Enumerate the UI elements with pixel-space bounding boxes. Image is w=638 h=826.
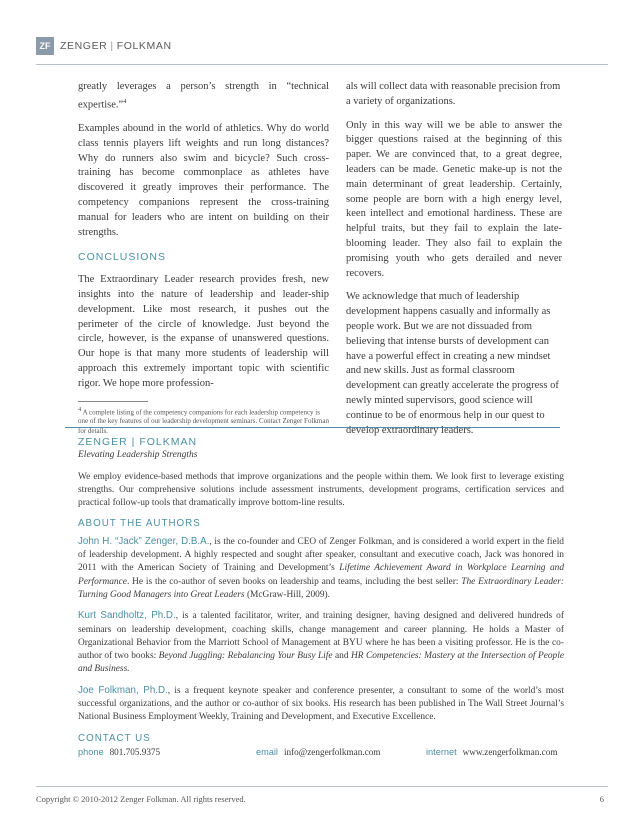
authors-heading: ABOUT THE AUTHORS bbox=[78, 518, 201, 530]
phone-value: 801.705.9375 bbox=[109, 746, 161, 757]
contact-phone bbox=[78, 746, 256, 759]
conclusions-heading: CONCLUSIONS bbox=[78, 251, 167, 264]
author-zenger-bio-a: , is the co-founder and CEO of Zenger Folkman, and is considered a world expert in the field of leadership development. A highly respected and sought after speaker, consultant and executive coach, Jack was honored in 2011 with the American Society of Training and Development’s bbox=[78, 536, 564, 574]
author-sandholtz bbox=[78, 609, 564, 676]
left-paragraph-2: Examples abound in the world of athletics. Why do world class tennis players lift weights and run long distances? Why do runners also swim and bicycle? Such cross-training has become commonplace as athletes have discovered it greatly improves their performance. The competency companions represent the cross-training manual for leaders who are intent on building on their strengths. bbox=[78, 123, 329, 238]
contact-row bbox=[78, 746, 564, 759]
author-zenger-bio-b: . He is the co-author of seven books on leadership and teams, including the best seller: bbox=[126, 576, 462, 587]
author-folkman-name: Joe Folkman, Ph.D. bbox=[78, 684, 168, 696]
footer-rule bbox=[36, 786, 608, 787]
left-paragraph-3: The Extraordinary Leader research provides fresh, new insights into the nature of leadership and leader-ship development. Like most research, it pushes out the perimeter of the circle of knowledge. Just beyond the circle, however, is the expanse of unanswered questions. Our hope is that many more students of leadership will approach this extremely important topic with scientific rigor. We hope more profession- bbox=[78, 274, 329, 389]
contact-internet bbox=[426, 746, 557, 759]
author-folkman bbox=[78, 684, 564, 725]
right-paragraph-1: als will collect data with reasonable precision from a variety of organizations. bbox=[346, 81, 561, 107]
left-paragraph-1 bbox=[78, 80, 329, 113]
author-zenger-book: The Extraordinary Leader: Turning Good Managers into Great Leaders bbox=[78, 576, 564, 600]
right-column bbox=[346, 80, 562, 447]
company-title: ZENGER | FOLKMAN bbox=[78, 436, 198, 448]
brand-right: FOLKMAN bbox=[116, 40, 172, 52]
company-tagline: Elevating Leadership Strengths bbox=[78, 450, 198, 461]
brand-left: ZENGER bbox=[60, 40, 108, 52]
contact-email bbox=[256, 746, 426, 759]
author-sandholtz-bio: , is a talented facilitator, writer, and training designer, having designed and delivered hundreds of seminars on leadership development, coaching skills, change management and career planning. He holds a Master of Organizational Behavior from the Marriott School of Management at BYU where he has been a visiting professor. He is the co-author of two books: bbox=[78, 611, 564, 662]
company-description: We employ evidence-based methods that improve organizations and the people within them. We look first to leverage existing strengths. Our comprehensive solutions include assessment instruments, development programs, certification services and practical follow-up tools that dramatically improve bottom-line results. bbox=[78, 471, 564, 509]
author-sandholtz-name: Kurt Sandholtz, Ph.D. bbox=[78, 610, 176, 622]
copyright: Copyright © 2010-2012 Zenger Folkman. All rights reserved. bbox=[36, 794, 246, 804]
author-zenger-bio-c: (McGraw-Hill, 2009). bbox=[244, 589, 330, 600]
about-section bbox=[78, 436, 564, 759]
email-label: email bbox=[256, 746, 278, 757]
section-rule bbox=[65, 427, 560, 428]
footnote-ref: 4 bbox=[123, 97, 127, 105]
author-sandholtz-book-1: Beyond Juggling: Rebalancing Your Busy Life bbox=[158, 651, 333, 662]
author-zenger bbox=[78, 535, 564, 602]
left-column bbox=[78, 80, 329, 436]
left-paragraph-1-text: greatly leverages a person’s strength in “technical expertise.” bbox=[78, 81, 329, 111]
footnote-rule bbox=[78, 401, 148, 402]
zf-logo: ZF bbox=[36, 37, 54, 55]
contact-heading: CONTACT US bbox=[78, 732, 151, 744]
page-number: 6 bbox=[599, 794, 604, 804]
phone-label: phone bbox=[78, 746, 104, 757]
brand-name bbox=[60, 40, 172, 52]
author-sandholtz-book-2: HR Competencies: Mastery at the Intersection of People and Business. bbox=[78, 651, 564, 675]
right-paragraph-2: Only in this way will we be able to answer the bigger questions raised at the beginning of this paper. We are convinced that, to a great degree, leaders can be made. Genetic make-up is not the main determinant of great leadership. Certainly, some people are born with a high energy level, keen intellect and emotional hardiness. These are helpful traits, but they fail to explain the late-blooming leader. They also fail to explain the promising youth who gets derailed and never recovers. bbox=[346, 119, 562, 279]
author-zenger-name: John H. “Jack” Zenger, D.B.A. bbox=[78, 535, 210, 547]
internet-value[interactable]: www.zengerfolkman.com bbox=[462, 746, 558, 757]
brand-separator: | bbox=[110, 40, 114, 52]
email-value[interactable]: info@zengerfolkman.com bbox=[283, 746, 381, 757]
footnote-text: A complete listing of the competency companions for each leadership competency is one of the key features of our leadership development seminars. Contact Zenger Folkman for details. bbox=[78, 407, 329, 435]
author-zenger-award: Lifetime Achievement Award in Workplace Learning and Performance bbox=[78, 563, 565, 587]
author-folkman-bio: , is a frequent keynote speaker and conference presenter, a consultant to some of the world’s most successful organizations, and the author or co-author of six books. His research has been published in The Wall Street Journal’s National Business Employment Weekly, Training and Development, and Executive Excellence. bbox=[78, 685, 565, 723]
internet-label: internet bbox=[426, 746, 457, 757]
header-rule bbox=[36, 64, 608, 65]
author-sandholtz-and: and bbox=[332, 651, 352, 662]
footnote-number: 4 bbox=[78, 405, 82, 413]
footnote bbox=[78, 405, 329, 437]
right-paragraph-3: We acknowledge that much of leadership development happens casually and informally as people work. But we are not dissuaded from believing that intense bursts of development can have a powerful effect in creating a new mindset and new skills. Just as formal classroom development can greatly accelerate the progress of newly minted supervisors, good science will continue to be of enormous help in our quest to develop extraordinary leaders. bbox=[346, 291, 559, 436]
page-header bbox=[36, 37, 172, 55]
